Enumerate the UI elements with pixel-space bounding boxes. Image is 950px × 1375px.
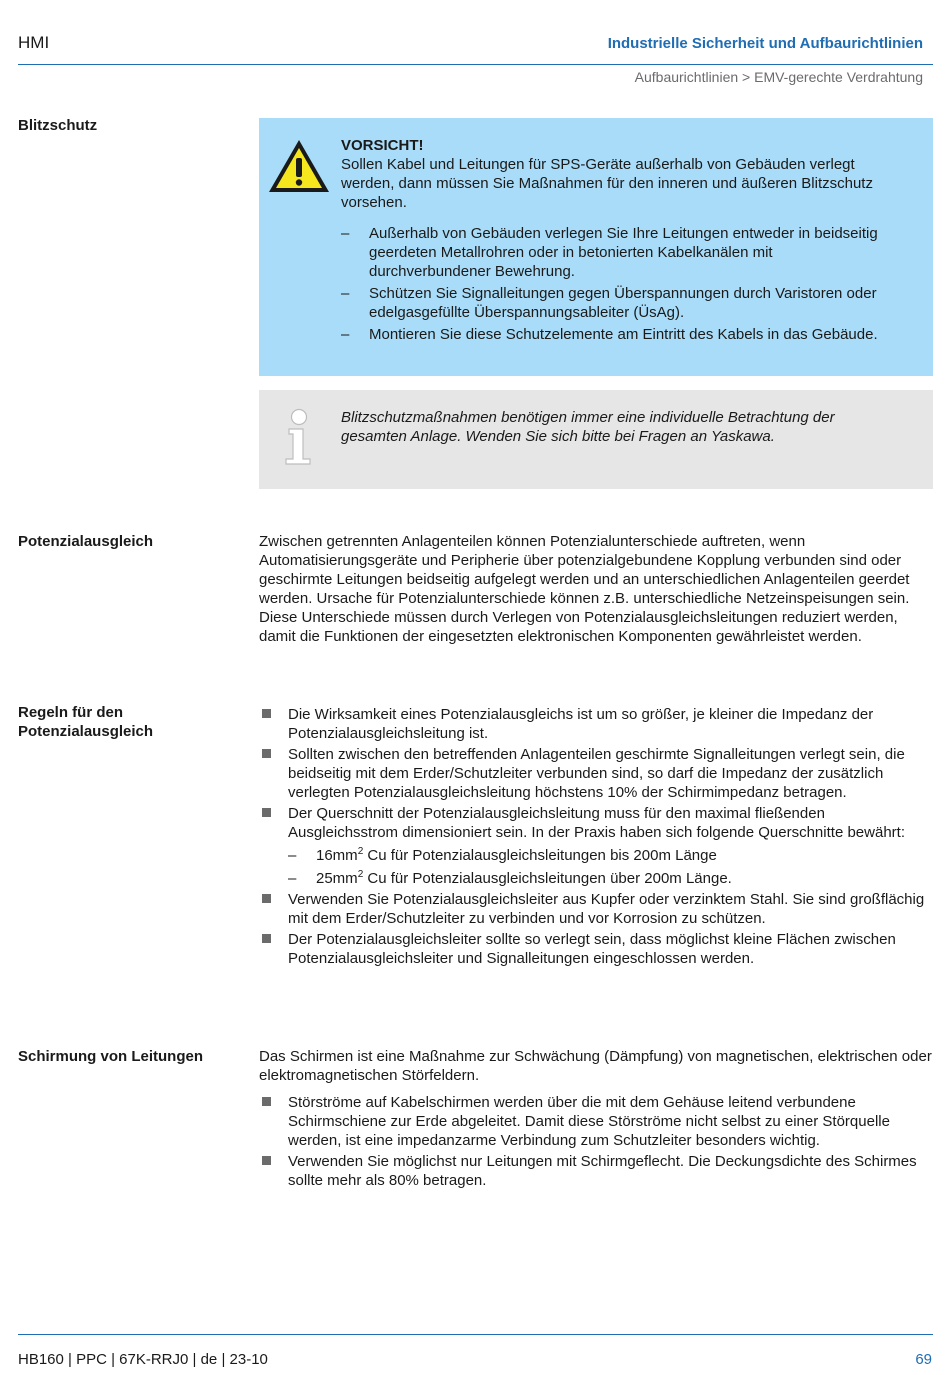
list-item: Der Querschnitt der Potenzialausgleichsleitung muss für den maximal fließenden Ausgleichsstrom dimensioniert sein. In der Praxis haben sich folgende Querschnitte bewährt: <box>259 804 933 842</box>
schirmung-intro: Das Schirmen ist eine Maßnahme zur Schwächung (Dämpfung) von magnetischen, elektrischen oder elektromagnetischen Störfeldern. <box>259 1048 932 1084</box>
caution-box <box>259 118 933 376</box>
section-label-schirmung: Schirmung von Leitungen <box>18 1048 204 1065</box>
list-item: Sollten zwischen den betreffenden Anlagenteilen geschirmte Signalleitungen verlegt sein, die beidseitig mit dem Erder/Schutzleiter verbunden sind, so darf die Impedanz der zusätzlich verlegten Potenzialausgleichsleitung höchstens 10% der Schirmimpedanz betragen. <box>259 745 933 802</box>
info-icon <box>282 408 316 466</box>
list-item: Der Potenzialausgleichsleiter sollte so verlegt sein, dass möglichst kleine Flächen zwischen Potenzialausgleichsleiter und Signalleitungen eingeschlossen werden. <box>259 930 933 968</box>
sub-list-item: – $25mm^2$ Cu für Potenzialausgleichsleitungen über 200m Länge. <box>288 869 732 887</box>
section-label-potenzialausgleich: Potenzialausgleich <box>18 533 154 550</box>
footer-divider <box>18 1334 933 1335</box>
section-label-regeln: Regeln für den Potenzialausgleich <box>18 704 154 740</box>
list-item: Störströme auf Kabelschirmen werden über die mit dem Gehäuse leitend verbundene Schirmschiene zur Erde abgeleitet. Damit diese Störströme nicht selbst zu einer Störquelle werden, ist eine impedanzarme Verbindung zum Schutzleiter besonders wichtig. <box>259 1093 933 1150</box>
header-product: HMI <box>18 33 50 52</box>
list-item: Verwenden Sie Potenzialausgleichsleiter aus Kupfer oder verzinktem Stahl. Sie sind großflächig mit dem Erder/Schutzleiter zu verbinden und vor Korrosion zu schützen. <box>259 890 933 928</box>
list-item: Die Wirksamkeit eines Potenzialausgleichs ist um so größer, je kleiner die Impedanz der Potenzialausgleichsleitung ist. <box>259 705 933 743</box>
caution-intro: Sollen Kabel und Leitungen für SPS-Geräte außerhalb von Gebäuden verlegt werden, dann müssen Sie Maßnahmen für den inneren und äußeren Blitzschutz vorsehen. <box>341 156 873 211</box>
header-title: Industrielle Sicherheit und Aufbaurichtlinien <box>607 35 923 52</box>
caution-title: VORSICHT! <box>341 137 424 154</box>
warning-triangle-icon <box>267 138 331 194</box>
sub-list-item: – $16mm^2$ Cu für Potenzialausgleichsleitungen bis 200m Länge <box>288 846 717 864</box>
list-item: Verwenden Sie möglichst nur Leitungen mit Schirmgeflecht. Die Deckungsdichte des Schirmes sollte mehr als 80% betragen. <box>259 1152 933 1190</box>
schirmung-content <box>259 1047 933 1190</box>
regeln-list <box>259 703 933 968</box>
footer-doc-id: HB160 | PPC | 67K-RRJ0 | de | 23-10 <box>18 1351 268 1368</box>
section-label-blitzschutz: Blitzschutz <box>18 117 98 134</box>
info-note-box <box>259 390 933 489</box>
caution-item: – Außerhalb von Gebäuden verlegen Sie Ihre Leitungen entweder in beidseitig geerdeten Metallrohren oder in betonierten Kabelkanälen mit durchverbundener Bewehrung. <box>341 225 878 280</box>
header-divider <box>18 64 933 65</box>
potenzialausgleich-text: Zwischen getrennten Anlagenteilen können Potenzialunterschiede auftreten, wenn Automatisierungsgeräte und Peripherie über potenzialgebundene Kopplung verbunden sind oder geschirmte Leitungen beidseitig aufgelegt werden und an unterschiedlichen Anlagenteilen geerdet werden. Ursache für Potenzialunterschiede können z.B. unterschiedliche Netzeinspeisungen sein. Diese Unterschiede müssen durch Verlegen von Potenzialausgleichsleitungen reduziert werden, damit die Funktionen der eingesetzten elektronischen Komponenten gewährleistet werden. <box>259 533 910 645</box>
breadcrumb: Aufbaurichtlinien > EMV-gerechte Verdrahtung <box>634 69 923 85</box>
info-note-text: Blitzschutzmaßnahmen benötigen immer eine individuelle Betrachtung der gesamten Anlage. Wenden Sie sich bitte bei Fragen an Yaskawa. <box>341 409 835 445</box>
caution-item: – Schützen Sie Signalleitungen gegen Überspannungen durch Varistoren oder edelgasgefüllte Überspannungsableiter (ÜsAg). <box>341 285 877 321</box>
page-number: 69 <box>915 1351 932 1368</box>
caution-item: – Montieren Sie diese Schutzelemente am Eintritt des Kabels in das Gebäude. <box>341 326 878 343</box>
